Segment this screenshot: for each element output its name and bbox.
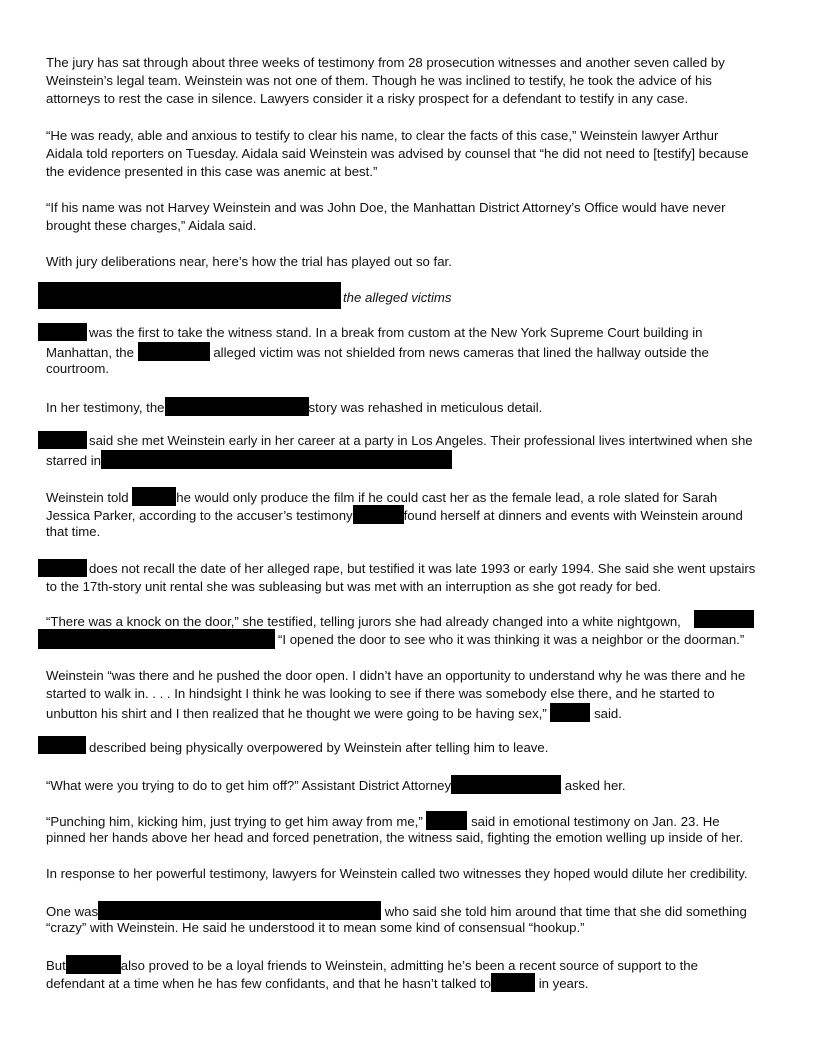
text-line: said.	[594, 706, 622, 721]
paragraph-3	[46, 199, 776, 235]
text-line: With jury deliberations near, here’s how the trial has played out so far.	[46, 254, 452, 269]
text-line: brought these charges,” Aidala said.	[46, 218, 257, 233]
text-line: “He was ready, able and anxious to testify to clear his name, to clear the facts of this case,” Weinstein lawyer Arthur	[46, 128, 719, 143]
redaction-block	[491, 973, 535, 992]
redaction-block	[426, 811, 467, 830]
text-line: courtroom.	[46, 361, 110, 376]
text-line: that time.	[46, 524, 101, 539]
redaction-block	[101, 450, 452, 469]
paragraph-10	[46, 613, 776, 649]
text-line: found herself at dinners and events with Weinstein around	[403, 508, 743, 523]
redaction-block	[165, 397, 309, 416]
paragraph-6	[46, 397, 776, 415]
text-line: Manhattan, the	[46, 345, 134, 360]
paragraph-15	[46, 865, 776, 883]
text-line: defendant at a time when he has few confidants, and that he hasn’t talked to	[46, 976, 492, 991]
text-line: described being physically overpowered by Weinstein after telling him to leave.	[89, 740, 549, 755]
text-line: Weinstein told	[46, 490, 129, 505]
text-line: “If his name was not Harvey Weinstein and was John Doe, the Manhattan District Attorney’s Office would have never	[46, 200, 726, 215]
section-heading: the alleged victims	[343, 290, 452, 305]
text-line: The jury has sat through about three weeks of testimony from 28 prosecution witnesses and another seven called by	[46, 55, 725, 70]
redaction-block	[550, 703, 590, 722]
paragraph-2	[46, 127, 776, 181]
text-line: also proved to be a loyal friends to Weinstein, admitting he’s been a recent source of support to the	[120, 958, 698, 973]
text-line: in years.	[538, 976, 589, 991]
text-line: pinned her hands above her head and forced penetration, the witness said, fighting the emotion welling up inside of her.	[46, 830, 744, 845]
text-line: Aidala told reporters on Tuesday. Aidala said Weinstein was advised by counsel that “he did not need to [testify] because	[46, 146, 749, 161]
paragraph-7	[46, 432, 776, 468]
text-line: started to walk in. . . . In hindsight I think he was looking to see if there was somebody else there, and he started to	[46, 686, 715, 701]
text-line: asked her.	[564, 778, 626, 793]
text-line: said in emotional testimony on Jan. 23. He	[471, 814, 720, 829]
text-line: unbutton his shirt and I then realized that he thought we were going to be having sex,”	[46, 706, 547, 721]
text-line: who said she told him around that time that she did something	[384, 904, 747, 919]
text-line: One was	[46, 904, 99, 919]
text-line: story was rehashed in meticulous detail.	[308, 400, 543, 415]
text-line: was the first to take the witness stand. In a break from custom at the New York Supreme Court building in	[89, 325, 703, 340]
paragraph-1	[46, 54, 776, 108]
paragraph-13	[46, 775, 776, 793]
redaction-block	[98, 901, 381, 920]
text-line: said she met Weinstein early in her career at a party in Los Angeles. Their professional lives intertwined when she	[89, 433, 753, 448]
redaction-block	[451, 775, 561, 794]
paragraph-9	[46, 560, 776, 596]
text-line: starred in	[46, 453, 101, 468]
text-line: to the 17th-story unit rental she was subleasing but was met with an interruption as she got ready for bed.	[46, 579, 662, 594]
text-line: the evidence presented in this case was anemic at best.”	[46, 164, 378, 179]
paragraph-17	[46, 955, 776, 991]
redaction-block	[38, 282, 341, 309]
text-line: he would only produce the film if he could cast her as the female lead, a role slated for Sarah	[176, 490, 718, 505]
text-line: But	[46, 958, 66, 973]
text-line: Jessica Parker, according to the accuser’s testimony	[46, 508, 353, 523]
text-line: “What were you trying to do to get him off?” Assistant District Attorney	[46, 778, 452, 793]
text-line: does not recall the date of her alleged rape, but testified it was late 1993 or early 1994. She said she went upstairs	[89, 561, 756, 576]
text-line: In her testimony, the	[46, 400, 165, 415]
paragraph-4	[46, 253, 776, 271]
text-line: “Punching him, kicking him, just trying to get him away from me,”	[46, 814, 423, 829]
paragraph-16	[46, 901, 776, 937]
redaction-block	[138, 342, 210, 361]
text-line: “There was a knock on the door,” she testified, telling jurors she had already changed into a white nightgown,	[46, 614, 681, 629]
redaction-block	[66, 955, 121, 974]
text-line: “crazy” with Weinstein. He said he understood it to mean some kind of consensual “hookup.”	[46, 920, 585, 935]
paragraph-14	[46, 811, 776, 847]
paragraph-12	[46, 739, 776, 757]
redaction-block	[353, 505, 404, 524]
redaction-block	[132, 487, 176, 506]
paragraph-5	[46, 324, 776, 378]
text-line: alleged victim was not shielded from news cameras that lined the hallway outside the	[213, 345, 709, 360]
text-line: “I opened the door to see who it was thinking it was a neighbor or the doorman.”	[278, 632, 745, 647]
paragraph-11	[46, 667, 776, 721]
paragraph-8	[46, 487, 776, 541]
text-line: In response to her powerful testimony, lawyers for Weinstein called two witnesses they hoped would dilute her credibility.	[46, 866, 748, 881]
text-line: attorneys to rest the case in silence. Lawyers consider it a risky prospect for a defendant to testify in any case.	[46, 91, 689, 106]
text-line: Weinstein “was there and he pushed the door open. I didn’t have an opportunity to understand why he was there and he	[46, 668, 746, 683]
text-line: Weinstein’s legal team. Weinstein was not one of them. Though he was inclined to testify, he took the advice of his	[46, 73, 712, 88]
